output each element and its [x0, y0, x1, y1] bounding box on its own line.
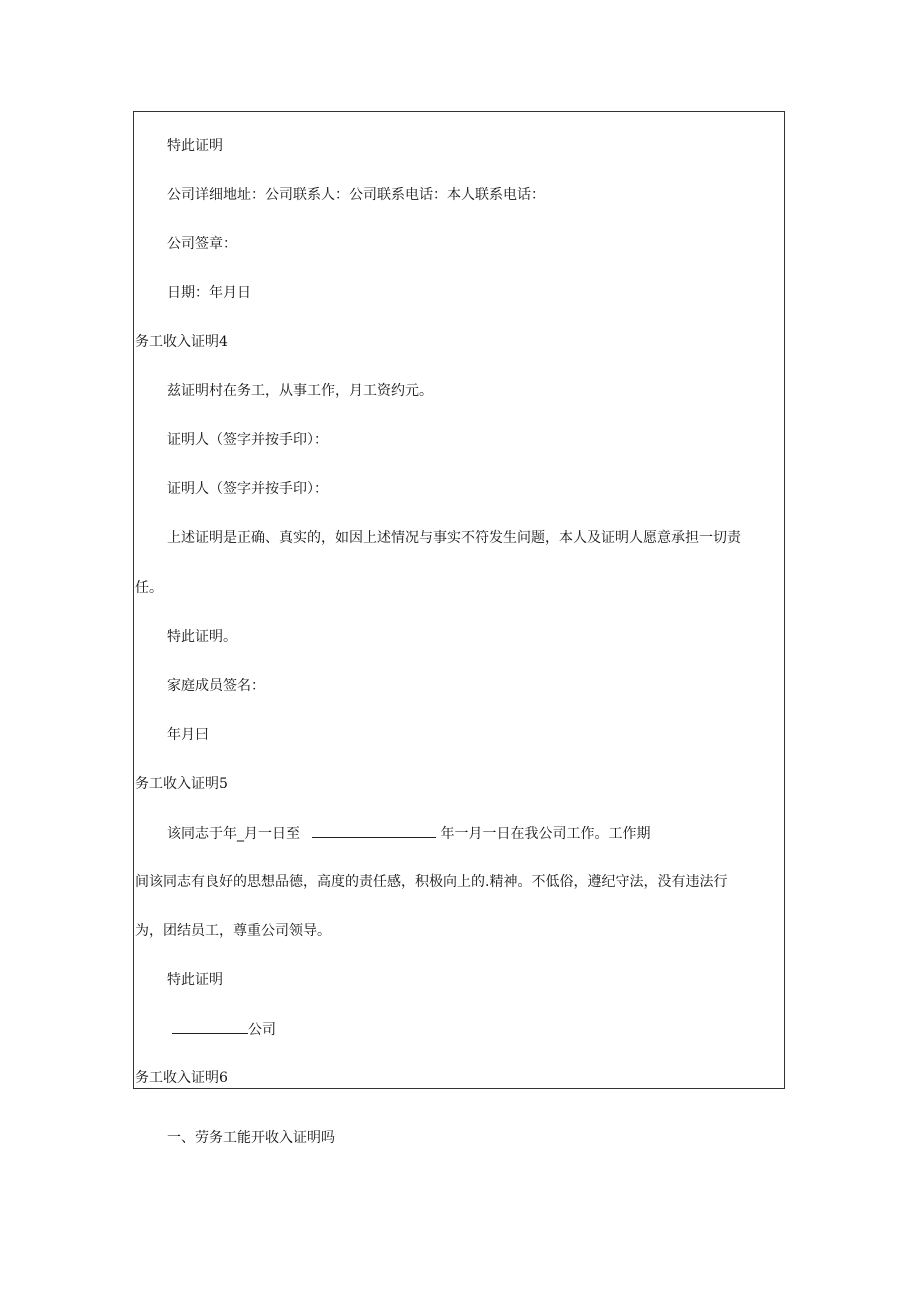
text-line: 上述证明是正确、真实的，如因上述情况与事实不符发生问题，本人及证明人愿意承担一切责	[167, 530, 741, 546]
blank-underline	[172, 1019, 248, 1034]
question-heading: 一、劳务工能开收入证明吗	[167, 1130, 335, 1146]
section-heading-text: 务工收入证明	[135, 776, 219, 792]
section-heading-5	[135, 774, 228, 794]
text-segment: 公司	[248, 1022, 276, 1038]
text-segment: 该同志于年_月一日至	[167, 826, 300, 842]
text-line: 兹证明村在务工，从事工作，月工资约元。	[167, 383, 433, 399]
section-heading-4	[135, 332, 228, 352]
section-heading-number: 4	[219, 334, 228, 350]
section-heading-number: 5	[219, 776, 228, 792]
text-segment: 年一月一日在我公司工作。工作期	[440, 826, 651, 842]
text-line-seal: 公司签章：	[167, 236, 237, 252]
text-line-contacts: 公司详细地址：公司联系人：公司联系电话：本人联系电话：	[167, 187, 545, 203]
blank-underline	[312, 823, 436, 838]
text-line-date: 日期：年月日	[167, 285, 251, 301]
text-line-witness: 证明人（签字并按手印）：	[167, 481, 328, 497]
section-heading-number: 6	[219, 1070, 228, 1086]
section-heading-text: 务工收入证明	[135, 334, 219, 350]
text-line-date: 年月曰	[167, 727, 209, 743]
text-line-company	[172, 1019, 276, 1040]
text-line: 为，团结员工，尊重公司领导。	[135, 923, 331, 939]
text-line: 特此证明	[167, 138, 223, 154]
text-line-witness: 证明人（签字并按手印）：	[167, 432, 328, 448]
section-heading-6	[135, 1068, 228, 1088]
text-line-signature: 家庭成员签名：	[167, 678, 265, 694]
text-line: 特此证明	[167, 972, 223, 988]
section-heading-text: 务工收入证明	[135, 1070, 219, 1086]
text-line: 任。	[135, 580, 163, 596]
text-line: 特此证明。	[167, 629, 237, 645]
text-line-employment	[167, 823, 650, 844]
document-frame	[133, 111, 785, 1089]
text-line: 间该同志有良好的思想品德，高度的责任感，积极向上的.精神。不低俗，遵纪守法，没有违法行	[135, 874, 728, 890]
